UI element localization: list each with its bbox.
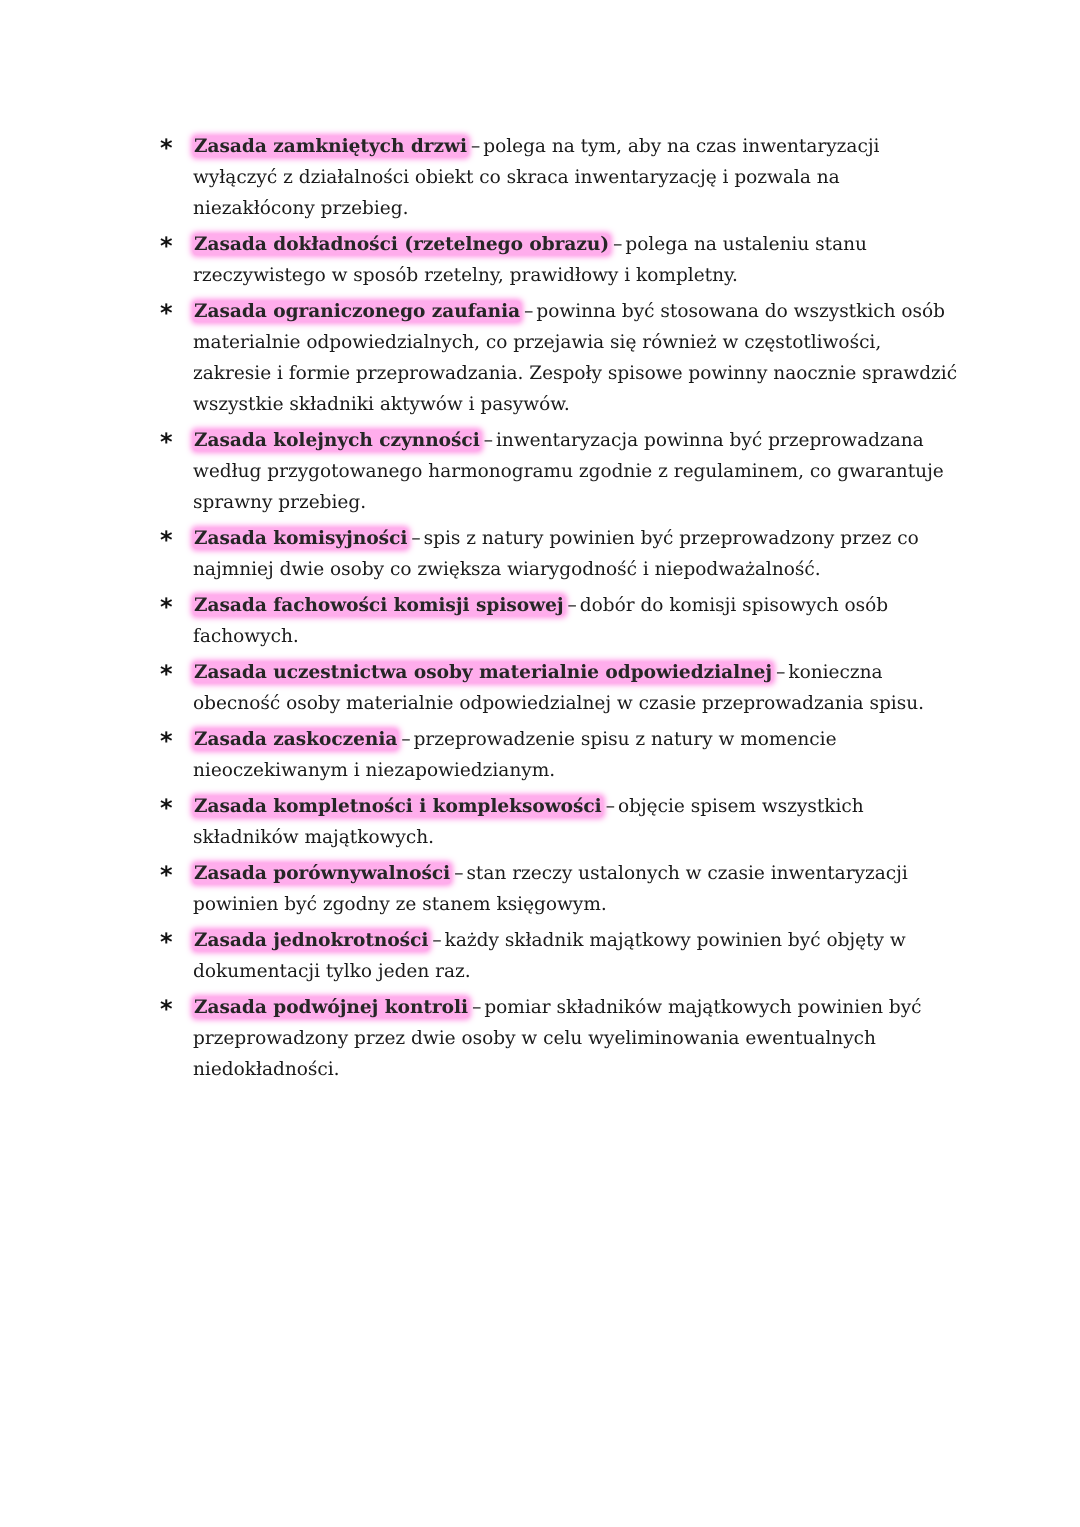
list-item [160,657,960,719]
list-item [160,131,960,224]
asterisk-bullet-icon: * [160,593,173,621]
term-description: polega na ustaleniu stanu rzeczywistego w sposób rzetelny, prawidłowy i kompletny. [193,234,867,286]
list-item [160,791,960,853]
highlighted-term: Zasada zaskoczenia [194,729,398,750]
highlighted-term: Zasada komisyjności [194,528,408,549]
highlighted-term: Zasada uczestnictwa osoby materialnie odpowiedzialnej [194,662,773,683]
item-text [193,595,888,647]
list-item [160,523,960,585]
term-description: inwentaryzacja powinna być przeprowadzana według przygotowanego harmonogramu zgodnie z regulaminem, co gwarantuje sprawny przebieg. [193,430,944,513]
dash-separator: – [613,234,623,255]
term-description: konieczna obecność osoby materialnie odpowiedzialnej w czasie przeprowadzania spisu. [193,662,925,714]
item-text [193,997,922,1080]
dash-separator: – [432,930,442,951]
highlighted-term: Zasada fachowości komisji spisowej [194,595,564,616]
term-description: pomiar składników majątkowych powinien być przeprowadzony przez dwie osoby w celu wyeliminowania ewentualnych niedokładności. [193,997,922,1080]
item-text [193,729,837,781]
item-text [193,301,957,415]
dash-separator: – [472,997,482,1018]
term-description: spis z natury powinien być przeprowadzony przez co najmniej dwie osoby co zwiększa wiarygodność i niepodważalność. [193,528,919,580]
asterisk-bullet-icon: * [160,428,173,456]
item-text [193,234,867,286]
highlighted-term: Zasada jednokrotności [194,930,429,951]
asterisk-bullet-icon: * [160,660,173,688]
dash-separator: – [776,662,786,683]
item-text [193,930,906,982]
highlighted-term: Zasada kompletności i kompleksowości [194,796,602,817]
highlighted-term: Zasada porównywalności [194,863,451,884]
term-description: objęcie spisem wszystkich składników majątkowych. [193,796,864,848]
list-item [160,425,960,518]
list-item [160,858,960,920]
highlighted-term: Zasada ograniczonego zaufania [194,301,521,322]
item-text [193,136,879,219]
item-text [193,430,944,513]
list-item [160,925,960,987]
term-description: każdy składnik majątkowy powinien być objęty w dokumentacji tylko jeden raz. [193,930,906,982]
list-item [160,590,960,652]
asterisk-bullet-icon: * [160,134,173,162]
asterisk-bullet-icon: * [160,861,173,889]
dash-separator: – [605,796,615,817]
highlighted-term: Zasada kolejnych czynności [194,430,480,451]
highlighted-term: Zasada dokładności (rzetelnego obrazu) [194,234,610,255]
asterisk-bullet-icon: * [160,727,173,755]
list-item [160,296,960,420]
term-description: stan rzeczy ustalonych w czasie inwentaryzacji powinien być zgodny ze stanem księgowym. [193,863,908,915]
asterisk-bullet-icon: * [160,928,173,956]
list-item [160,992,960,1085]
asterisk-bullet-icon: * [160,995,173,1023]
principles-list [160,131,960,1090]
dash-separator: – [411,528,421,549]
asterisk-bullet-icon: * [160,299,173,327]
dash-separator: – [470,136,481,157]
highlighted-term: Zasada podwójnej kontroli [194,997,469,1018]
term-description: dobór do komisji spisowych osób fachowych. [193,595,889,647]
item-text [193,528,919,580]
dash-separator: – [401,729,411,750]
term-description: przeprowadzenie spisu z natury w momencie nieoczekiwanym i niezapowiedzianym. [193,729,837,781]
asterisk-bullet-icon: * [160,794,173,822]
asterisk-bullet-icon: * [160,526,173,554]
item-text [193,863,908,915]
term-description: powinna być stosowana do wszystkich osób materialnie odpowiedzialnych, co przejawia się również w częstotliwości, zakresie i formie przeprowadzania. Zespoły spisowe powinny naocznie sprawdzić wszystkie składniki aktywów i pasywów. [193,301,958,415]
asterisk-bullet-icon: * [160,232,173,260]
item-text [193,796,864,848]
item-text [193,662,924,714]
dash-separator: – [454,863,464,884]
term-description: polega na tym, aby na czas inwentaryzacji wyłączyć z działalności obiekt co skraca inwentaryzację i pozwala na niezakłócony przebieg. [193,136,880,219]
dash-separator: – [483,430,493,451]
list-item [160,724,960,786]
dash-separator: – [524,301,534,322]
highlighted-term: Zasada zamkniętych drzwi [194,136,467,157]
list-item [160,229,960,291]
dash-separator: – [567,595,577,616]
